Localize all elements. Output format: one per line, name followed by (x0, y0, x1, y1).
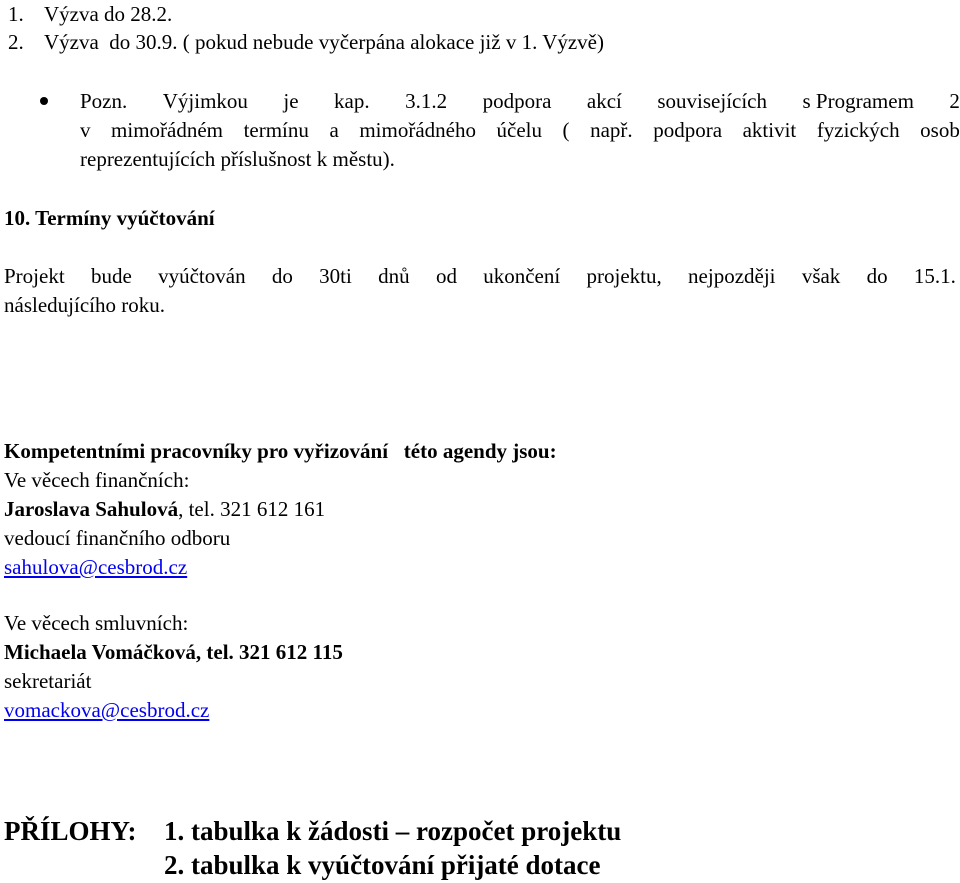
note-word: ( (562, 118, 570, 142)
note-word: aktivit (742, 118, 797, 142)
note-word: mimořádného (359, 118, 476, 142)
contractual-email-line (4, 696, 209, 725)
note-word: podpora (482, 89, 552, 113)
note-word: akcí (586, 89, 622, 113)
call-text: Výzva do 28.2. (44, 2, 173, 26)
contact-phone: , tel. 321 612 161 (178, 497, 326, 521)
financial-email-line (4, 553, 187, 582)
note-word: Výjimkou (162, 89, 248, 113)
note-word: fyzických (816, 118, 900, 142)
paragraph-word: Projekt (4, 264, 65, 288)
note-word: mimořádném (111, 118, 224, 142)
note-word: termínu (243, 118, 309, 142)
note-word: souvisejících (657, 89, 768, 113)
paragraph-word: 30ti (319, 264, 352, 288)
financial-role: vedoucí finančního odboru (4, 526, 231, 550)
note-word: Pozn. (80, 89, 128, 113)
note-word: s Programem (802, 89, 914, 113)
bullet-icon (40, 97, 48, 105)
paragraph-word: dnů (378, 264, 410, 288)
note-word: účelu (496, 118, 542, 142)
paragraph-word: do (271, 264, 293, 288)
note-word: v (80, 118, 91, 142)
attachments-label: PŘÍLOHY: (4, 816, 137, 846)
note-word: kap. (334, 89, 370, 113)
paragraph-word: bude (90, 264, 132, 288)
section-paragraph-line-1 (4, 262, 956, 291)
note-word: 2 (949, 89, 960, 113)
financial-email-link[interactable]: sahulova@cesbrod.cz (4, 555, 188, 579)
paragraph-word: nejpozději (688, 264, 776, 288)
note-line-1 (80, 87, 960, 116)
contact-name: Jaroslava Sahulová (4, 497, 179, 521)
note-word: a (329, 118, 339, 142)
contractual-label: Ve věcech smluvních: (4, 611, 189, 635)
paragraph-word: od (435, 264, 457, 288)
section-paragraph-line-2: následujícího roku. (4, 293, 165, 317)
paragraph-word: 15.1. (913, 264, 956, 288)
contractual-contact: Michaela Vomáčková, tel. 321 612 115 (4, 640, 343, 664)
financial-label: Ve věcech finančních: (4, 468, 190, 492)
note-word: podpora (653, 118, 723, 142)
call-number: 2. (8, 30, 24, 54)
attachment-item-1: 1. tabulka k žádosti – rozpočet projektu (164, 816, 622, 846)
note-word: např. (590, 118, 633, 142)
paragraph-word: projektu, (586, 264, 662, 288)
call-number: 1. (8, 2, 24, 26)
note-word: je (283, 89, 299, 113)
call-text: Výzva do 30.9. ( pokud nebude vyčerpána alokace již v 1. Výzvě) (44, 30, 604, 54)
paragraph-word: však (801, 264, 841, 288)
note-word: 3.1.2 (405, 89, 448, 113)
paragraph-word: do (866, 264, 888, 288)
paragraph-word: ukončení (483, 264, 561, 288)
contractual-email-link[interactable]: vomackova@cesbrod.cz (4, 698, 210, 722)
note-line-2 (80, 116, 960, 145)
financial-contact (4, 495, 325, 524)
section-heading: 10. Termíny vyúčtování (4, 206, 215, 230)
paragraph-word: vyúčtován (158, 264, 246, 288)
contacts-heading: Kompetentními pracovníky pro vyřizování této agendy jsou: (4, 439, 557, 463)
note-word: osob (920, 118, 960, 142)
note-line-3: reprezentujících příslušnost k městu). (80, 147, 395, 171)
attachment-item-2: 2. tabulka k vyúčtování přijaté dotace (164, 850, 601, 880)
contractual-role: sekretariát (4, 669, 92, 693)
